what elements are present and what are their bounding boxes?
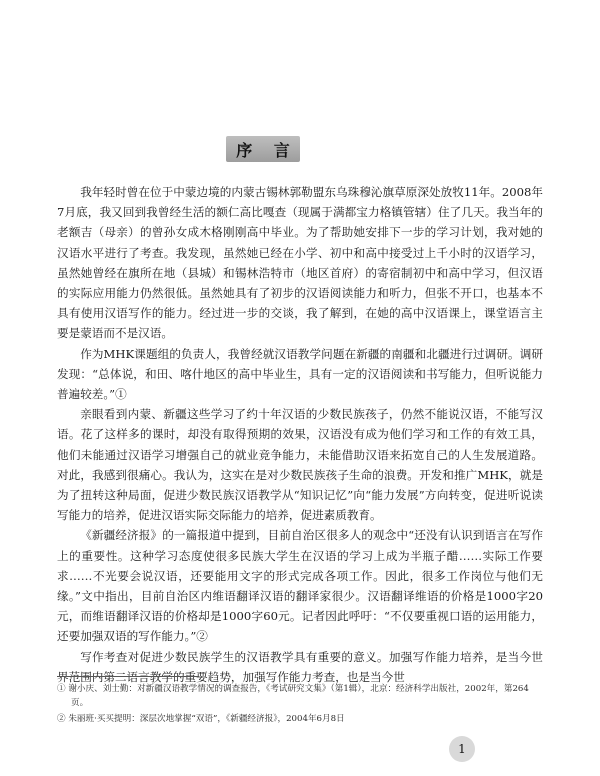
page-number-badge	[449, 736, 475, 762]
paragraph: 写作考查对促进少数民族学生的汉语教学具有重要的意义。加强写作能力培养，是当今世界范围内第二语言教学的重要趋势，加强写作能力考查，也是当今世	[57, 649, 543, 684]
paragraph: 亲眼看到内蒙、新疆这些学习了约十年汉语的少数民族孩子，仍然不能说汉语，不能写汉语。花了这样多的课时，却没有取得预期的效果，汉语没有成为他们学习和工作的有效工具，他们未能通过汉语学习增强自己的就业竞争能力，未能借助汉语来拓宽自己的人生发展道路。对此，我感到很痛心。我认为，这实在是对少数民族孩子生命的浪费。开发和推广MHK，就是为了扭转这种局面，促进少数民族汉语教学从“知识记忆”向“能力发展”方向转变，促进听说读写能力的培养，促进汉语实际交际能力的培养，促进素质教育。	[57, 407, 543, 523]
footnotes	[57, 682, 543, 728]
title-badge	[226, 136, 300, 162]
page-number: 1	[458, 742, 466, 756]
body-text	[57, 182, 543, 687]
page-title: 序 言	[236, 140, 298, 160]
footnote: ① 谢小庆、刘士勤：对新疆汉语教学情况的调查报告，《考试研究文集》（第1辑），北京：经济科学出版社，2002年，第264页。	[57, 684, 529, 708]
footnote: ② 朱丽班·买买提明：深层次地掌握“双语”，《新疆经济报》，2004年6月8日	[57, 714, 345, 724]
footnote-divider	[57, 676, 199, 677]
paragraph: 《新疆经济报》的一篇报道中提到，目前自治区很多人的观念中“还没有认识到语言在写作上的重要性。这种学习态度使很多民族大学生在汉语的学习上成为半瓶子醋……实际工作要求……不光要会说汉语，还要能用文字的形式完成各项工作。因此，很多工作岗位与他们无缘。”文中指出，目前自治区内维语翻译汉语的翻译家很少。汉语翻译维语的价格是1000字20元，而维语翻译汉语的价格却是1000字60元。记者因此呼吁：“不仅要重视口语的运用能力，还要加强双语的写作能力。”②	[57, 528, 543, 644]
paragraph: 我年轻时曾在位于中蒙边境的内蒙古锡林郭勒盟东乌珠穆沁旗草原深处放牧11年。2008年7月底，我又回到我曾经生活的额仁高比嘎查（现属于满都宝力格镇管辖）住了几天。我当年的老额吉（母亲）的曾孙女成木格刚刚高中毕业。为了帮助她安排下一步的学习计划，我对她的汉语水平进行了考查。我发现，虽然她已经在小学、初中和高中接受过上千小时的汉语学习，虽然她曾经在旗所在地（县城）和锡林浩特市（地区首府）的寄宿制初中和高中学习，但汉语的实际应用能力仍然很低。虽然她具有了初步的汉语阅读能力和听力，但张不开口，也基本不具有使用汉语写作的能力。经过进一步的交谈，我了解到，在她的高中汉语课上，课堂语言主要是蒙语而不是汉语。	[57, 185, 543, 341]
paragraph: 作为MHK课题组的负责人，我曾经就汉语教学问题在新疆的南疆和北疆进行过调研。调研发现：“总体说，和田、喀什地区的高中毕业生，具有一定的汉语阅读和书写能力，但听说能力普遍较差。”①	[57, 346, 543, 402]
